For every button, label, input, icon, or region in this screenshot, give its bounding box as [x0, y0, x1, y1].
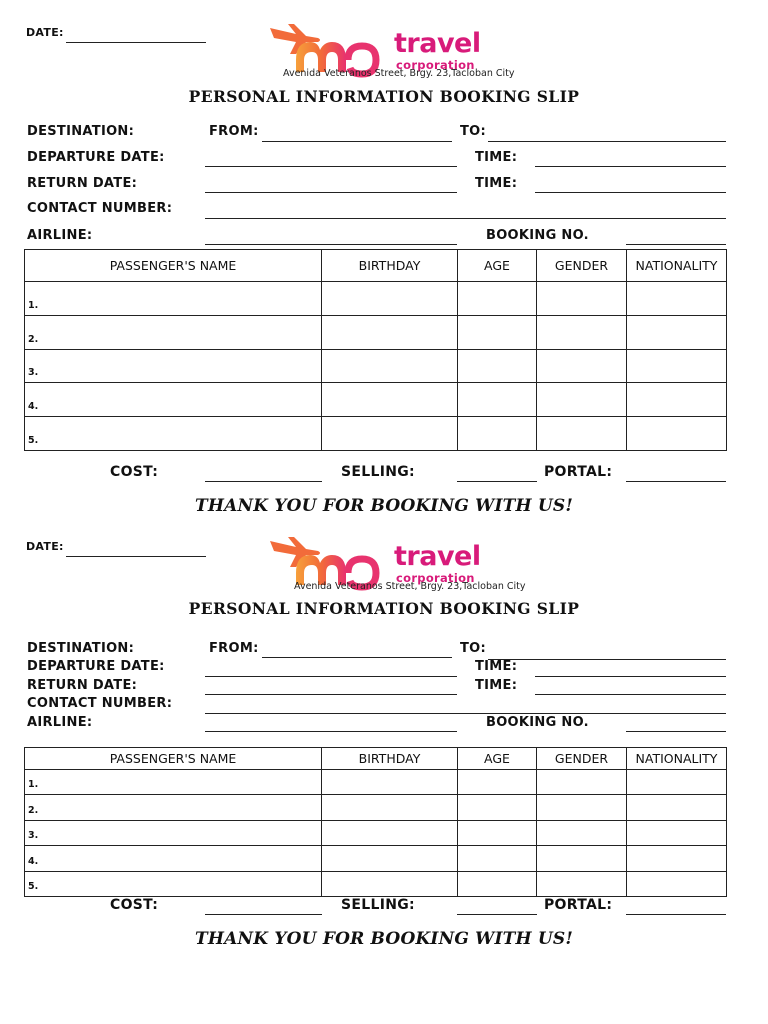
from-field[interactable] [262, 657, 452, 658]
departure-date-label: DEPARTURE DATE: [27, 659, 165, 674]
return-date-field[interactable] [205, 192, 457, 193]
age-cell[interactable] [458, 315, 537, 349]
portal-field[interactable] [626, 914, 726, 915]
date-label: DATE: [26, 540, 64, 553]
nationality-cell[interactable] [627, 871, 727, 896]
nationality-cell[interactable] [627, 846, 727, 871]
row-number[interactable]: 1. [25, 282, 322, 316]
birthday-cell[interactable] [322, 417, 458, 451]
table-header: NATIONALITY [627, 748, 727, 770]
airline-field[interactable] [205, 244, 457, 245]
return-date-label: RETURN DATE: [27, 678, 138, 693]
contact-number-label: CONTACT NUMBER: [27, 201, 173, 216]
birthday-cell[interactable] [322, 770, 458, 795]
age-cell[interactable] [458, 871, 537, 896]
table-header: BIRTHDAY [322, 250, 458, 282]
thank-you-message: THANK YOU FOR BOOKING WITH US! [195, 496, 573, 516]
gender-cell[interactable] [537, 383, 627, 417]
table-header: AGE [458, 748, 537, 770]
nationality-cell[interactable] [627, 383, 727, 417]
age-cell[interactable] [458, 417, 537, 451]
gender-cell[interactable] [537, 795, 627, 820]
birthday-cell[interactable] [322, 820, 458, 845]
cost-field[interactable] [205, 914, 322, 915]
table-row [25, 795, 727, 820]
to-label: TO: [460, 641, 487, 656]
logo-sub: corporation [396, 58, 475, 72]
row-number[interactable]: 4. [25, 383, 322, 417]
time-label: TIME: [475, 659, 518, 674]
age-cell[interactable] [458, 846, 537, 871]
return-date-field[interactable] [205, 694, 457, 695]
to-label: TO: [460, 124, 487, 139]
age-cell[interactable] [458, 820, 537, 845]
thank-you-message: THANK YOU FOR BOOKING WITH US! [195, 929, 573, 949]
return-date-label: RETURN DATE: [27, 176, 138, 191]
table-row [25, 383, 727, 417]
row-number[interactable]: 5. [25, 417, 322, 451]
row-number[interactable]: 5. [25, 871, 322, 896]
gender-cell[interactable] [537, 417, 627, 451]
row-number[interactable]: 1. [25, 770, 322, 795]
time-label: TIME: [475, 176, 518, 191]
cost-label: COST: [110, 464, 159, 480]
table-row [25, 315, 727, 349]
from-label: FROM: [209, 124, 259, 139]
row-number[interactable]: 4. [25, 846, 322, 871]
booking-no-label: BOOKING NO. [486, 228, 589, 243]
table-row [25, 417, 727, 451]
selling-label: SELLING: [341, 897, 415, 913]
departure-date-label: DEPARTURE DATE: [27, 150, 165, 165]
birthday-cell[interactable] [322, 282, 458, 316]
logo-word: travel [394, 28, 481, 59]
date-field[interactable] [66, 42, 206, 43]
gender-cell[interactable] [537, 770, 627, 795]
contact-number-field[interactable] [205, 218, 726, 219]
slip-title: PERSONAL INFORMATION BOOKING SLIP [188, 599, 580, 618]
table-row [25, 349, 727, 383]
age-cell[interactable] [458, 770, 537, 795]
destination-label: DESTINATION: [27, 641, 135, 656]
destination-label: DESTINATION: [27, 124, 135, 139]
table-row [25, 871, 727, 896]
birthday-cell[interactable] [322, 795, 458, 820]
table-header: GENDER [537, 748, 627, 770]
booking-no-label: BOOKING NO. [486, 715, 589, 730]
nationality-cell[interactable] [627, 282, 727, 316]
contact-number-field[interactable] [205, 713, 726, 714]
table-row [25, 846, 727, 871]
contact-number-label: CONTACT NUMBER: [27, 696, 173, 711]
cost-label: COST: [110, 897, 159, 913]
row-number[interactable]: 2. [25, 315, 322, 349]
table-header: BIRTHDAY [322, 748, 458, 770]
gender-cell[interactable] [537, 820, 627, 845]
gender-cell[interactable] [537, 315, 627, 349]
table-header: NATIONALITY [627, 250, 727, 282]
table-header: AGE [458, 250, 537, 282]
passenger-table [24, 747, 727, 897]
time-label: TIME: [475, 678, 518, 693]
departure-date-field[interactable] [205, 676, 457, 677]
airline-field[interactable] [205, 731, 457, 732]
departure-time-field[interactable] [535, 676, 726, 677]
row-number[interactable]: 3. [25, 820, 322, 845]
airline-label: AIRLINE: [27, 715, 93, 730]
table-header: GENDER [537, 250, 627, 282]
table-header: PASSENGER'S NAME [25, 250, 322, 282]
slip-title: PERSONAL INFORMATION BOOKING SLIP [188, 87, 580, 106]
nationality-cell[interactable] [627, 417, 727, 451]
nationality-cell[interactable] [627, 795, 727, 820]
portal-field[interactable] [626, 481, 726, 482]
nationality-cell[interactable] [627, 820, 727, 845]
age-cell[interactable] [458, 349, 537, 383]
portal-label: PORTAL: [544, 897, 613, 913]
selling-field[interactable] [457, 481, 537, 482]
company-address: Avenida Veteranos Street, Brgy. 23,Tacloban City [283, 68, 515, 79]
nationality-cell[interactable] [627, 315, 727, 349]
age-cell[interactable] [458, 795, 537, 820]
selling-label: SELLING: [341, 464, 415, 480]
age-cell[interactable] [458, 282, 537, 316]
gender-cell[interactable] [537, 846, 627, 871]
birthday-cell[interactable] [322, 383, 458, 417]
return-time-field[interactable] [535, 694, 726, 695]
nationality-cell[interactable] [627, 349, 727, 383]
return-time-field[interactable] [535, 192, 726, 193]
gender-cell[interactable] [537, 282, 627, 316]
passenger-table [24, 249, 727, 451]
row-number[interactable]: 2. [25, 795, 322, 820]
gender-cell[interactable] [537, 349, 627, 383]
time-label: TIME: [475, 150, 518, 165]
booking-no-field[interactable] [626, 244, 726, 245]
nationality-cell[interactable] [627, 770, 727, 795]
to-field[interactable] [488, 141, 726, 142]
table-row [25, 820, 727, 845]
birthday-cell[interactable] [322, 871, 458, 896]
departure-date-field[interactable] [205, 166, 457, 167]
date-field[interactable] [66, 556, 206, 557]
cost-field[interactable] [205, 481, 322, 482]
airline-label: AIRLINE: [27, 228, 93, 243]
table-row [25, 282, 727, 316]
gender-cell[interactable] [537, 871, 627, 896]
departure-time-field[interactable] [535, 166, 726, 167]
from-field[interactable] [262, 141, 452, 142]
age-cell[interactable] [458, 383, 537, 417]
to-field[interactable] [488, 659, 726, 660]
birthday-cell[interactable] [322, 315, 458, 349]
logo-word: travel [394, 541, 481, 572]
portal-label: PORTAL: [544, 464, 613, 480]
company-address: Avenida Veteranos Street, Brgy. 23,Tacloban City [294, 581, 526, 592]
booking-no-field[interactable] [626, 731, 726, 732]
logo-sub: corporation [396, 571, 475, 585]
table-row [25, 770, 727, 795]
table-header: PASSENGER'S NAME [25, 748, 322, 770]
date-label: DATE: [26, 26, 64, 39]
birthday-cell[interactable] [322, 846, 458, 871]
selling-field[interactable] [457, 914, 537, 915]
birthday-cell[interactable] [322, 349, 458, 383]
from-label: FROM: [209, 641, 259, 656]
row-number[interactable]: 3. [25, 349, 322, 383]
